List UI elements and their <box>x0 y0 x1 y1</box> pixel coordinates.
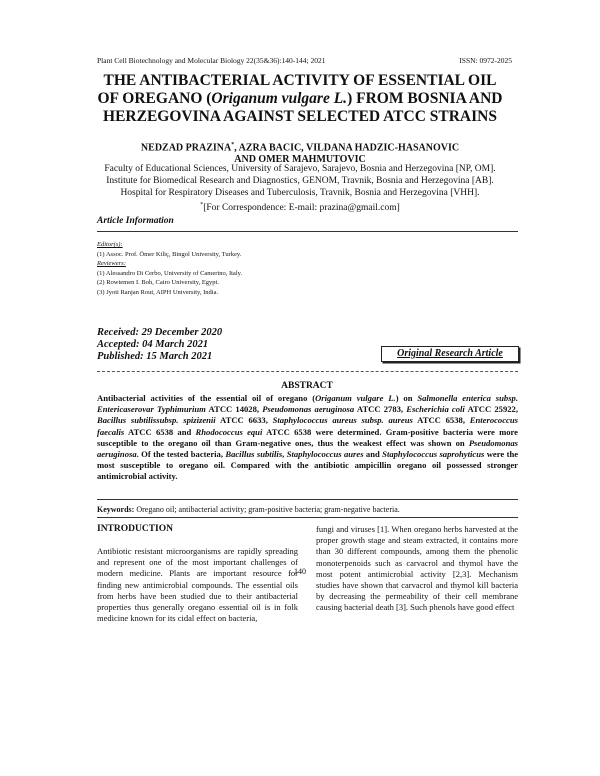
reviewer-entry: (2) Rowtemen I. Boh, Cairo University, Egypt. <box>97 279 219 286</box>
abstract-text: , <box>282 449 287 460</box>
species-name: Salmonella enterica subsp. Entericaserovar Typhimurium <box>97 393 518 415</box>
abstract-text: ATCC 14028, <box>205 404 263 415</box>
accepted-date: Accepted: 04 March 2021 <box>97 339 209 350</box>
species-name: Rhodococcus equi <box>195 426 263 437</box>
article-dates <box>97 327 222 363</box>
abstract-text: Antibacterial activities of the essential oil of oregano ( <box>97 393 316 403</box>
species-name: Origanum vulgare L. <box>211 90 348 107</box>
affiliations <box>90 163 510 214</box>
article-title <box>90 72 510 126</box>
author-list: NEDZAD PRAZINA*, AZRA BACIC, VILDANA HADZIC-HASANOVIC AND OMER MAHMUTOVIC <box>140 142 460 166</box>
correspondence: *[For Correspondence: E-mail: prazina@gmail.com] <box>200 202 400 214</box>
article-info-heading: Article Information <box>97 216 174 226</box>
species-name: Bacillus subtilis <box>225 449 283 460</box>
page-number: 140 <box>294 567 306 576</box>
reviewer-entry: (1) Alessandro Di Cerbo, University of Camerino, Italy. <box>97 269 243 277</box>
intro-column-right: fungi and viruses [1]. When oregano herbs harvested at the proper growth stage and steam extracted, it contains more than 30 different compounds, among them the phenolic monoterpenoids such as carvacrol and thymol have the most potent antimicrobial activity [2,3]. Mechanism studies have shown that carvacrol and thymol kill bacteria by decreasing the permeability of their cell membrane causing bacterial death [3]. Such phenols have good effect <box>316 524 518 613</box>
abstract-text: ATCC 6538, <box>412 415 470 426</box>
species-name: Escherichia coli <box>406 404 465 415</box>
article-info-notes <box>97 240 397 297</box>
title-line-2: OF OREGANO (Origanum vulgare L.) FROM BOSNIA AND <box>97 90 503 107</box>
divider <box>97 371 518 372</box>
published-date: Published: 15 March 2021 <box>97 351 213 362</box>
divider <box>97 499 518 500</box>
species-name: Origanum vulgare L. <box>315 393 396 403</box>
species-name: Staphylococcus aureus subsp. aureus <box>272 415 413 426</box>
species-name: Pseudomonas aeruginosa <box>262 404 355 415</box>
title-line-3: HERZEGOVINA AGAINST SELECTED ATCC STRAINS <box>103 108 497 125</box>
abstract-text: ATCC 6633, <box>215 415 273 426</box>
keywords: Keywords: Oregano oil; antibacterial activity; gram-positive bacteria; gram-negative bacteria. <box>97 505 400 514</box>
abstract-body <box>97 393 518 483</box>
affiliation: Institute for Biomedical Research and Diagnostics, GENOM, Travnik, Bosnia and Herzegovina [AB]. <box>106 176 494 186</box>
abstract-heading: ABSTRACT <box>281 381 333 391</box>
article-type-badge: Original Research Article <box>381 346 519 362</box>
divider <box>97 517 518 518</box>
received-date: Received: 29 December 2020 <box>97 327 223 338</box>
affiliation: Faculty of Educational Sciences, University of Sarajevo, Sarajevo, Bosnia and Herzegovina [NP, OM]. <box>104 164 496 174</box>
introduction-heading: INTRODUCTION <box>97 524 174 534</box>
species-name: Pseudomonas aeruginosa <box>97 437 518 460</box>
species-name: Staphylococcus saprohyticus <box>382 449 485 460</box>
abstract-text: ATCC 2783, <box>354 404 407 415</box>
intro-column-left: Antibiotic resistant microorganisms are rapidly spreading and represent one of the most important challenges of modern medicine. Plants are important resource for finding new antimicrobial compounds. The essential oils from herbs have been studied due to their antibacterial properties thus generally oregano essential oil is in folk medicine known for its cidal effect on bacteria, <box>97 546 298 624</box>
abstract-text: and <box>363 449 383 460</box>
species-name: Bacillus subtilissubsp. spizizenii <box>97 415 216 426</box>
abstract-text: ATCC 6538 were determined. Gram-positive bacteria were more susceptible to the oregano oil than Gram-negative ones, thus the weakest effect was shown on <box>97 426 518 448</box>
abstract-text: ) on <box>395 393 418 403</box>
abstract-text: ATCC 25922, <box>464 404 518 415</box>
editor-label: Editor(s): <box>97 241 123 248</box>
reviewers-label: Reviewers: <box>97 260 126 267</box>
issn: ISSN: 0972-2025 <box>459 56 512 65</box>
title-line-1: THE ANTIBACTERIAL ACTIVITY OF ESSENTIAL OIL <box>103 72 497 89</box>
abstract-text: were the most susceptible to oregano oil. Compared with the antibiotic ampicillin oregano oil possessed stronger antimicrobial activity. <box>97 449 519 482</box>
abstract-text: . Of the tested bacteria, <box>136 449 226 460</box>
editor-entry: (1) Assoc. Prof. Ömer Kiliç, Bingol University, Turkey. <box>97 250 242 258</box>
affiliation: Hospital for Respiratory Diseases and Tuberculosis, Travnik, Bosnia and Herzegovina [VHH]. <box>120 188 480 198</box>
divider <box>97 231 518 232</box>
journal-citation: Plant Cell Biotechnology and Molecular Biology 22(35&36):140-144; 2021 <box>97 56 326 65</box>
abstract-text: ATCC 6538 and <box>124 426 196 437</box>
reviewer-entry: (3) Jyoti Ranjan Rout, AIPH University, India. <box>97 288 219 296</box>
species-name: Enterococcus faecalis <box>97 415 518 437</box>
species-name: Staphylococcus aures <box>286 449 364 460</box>
